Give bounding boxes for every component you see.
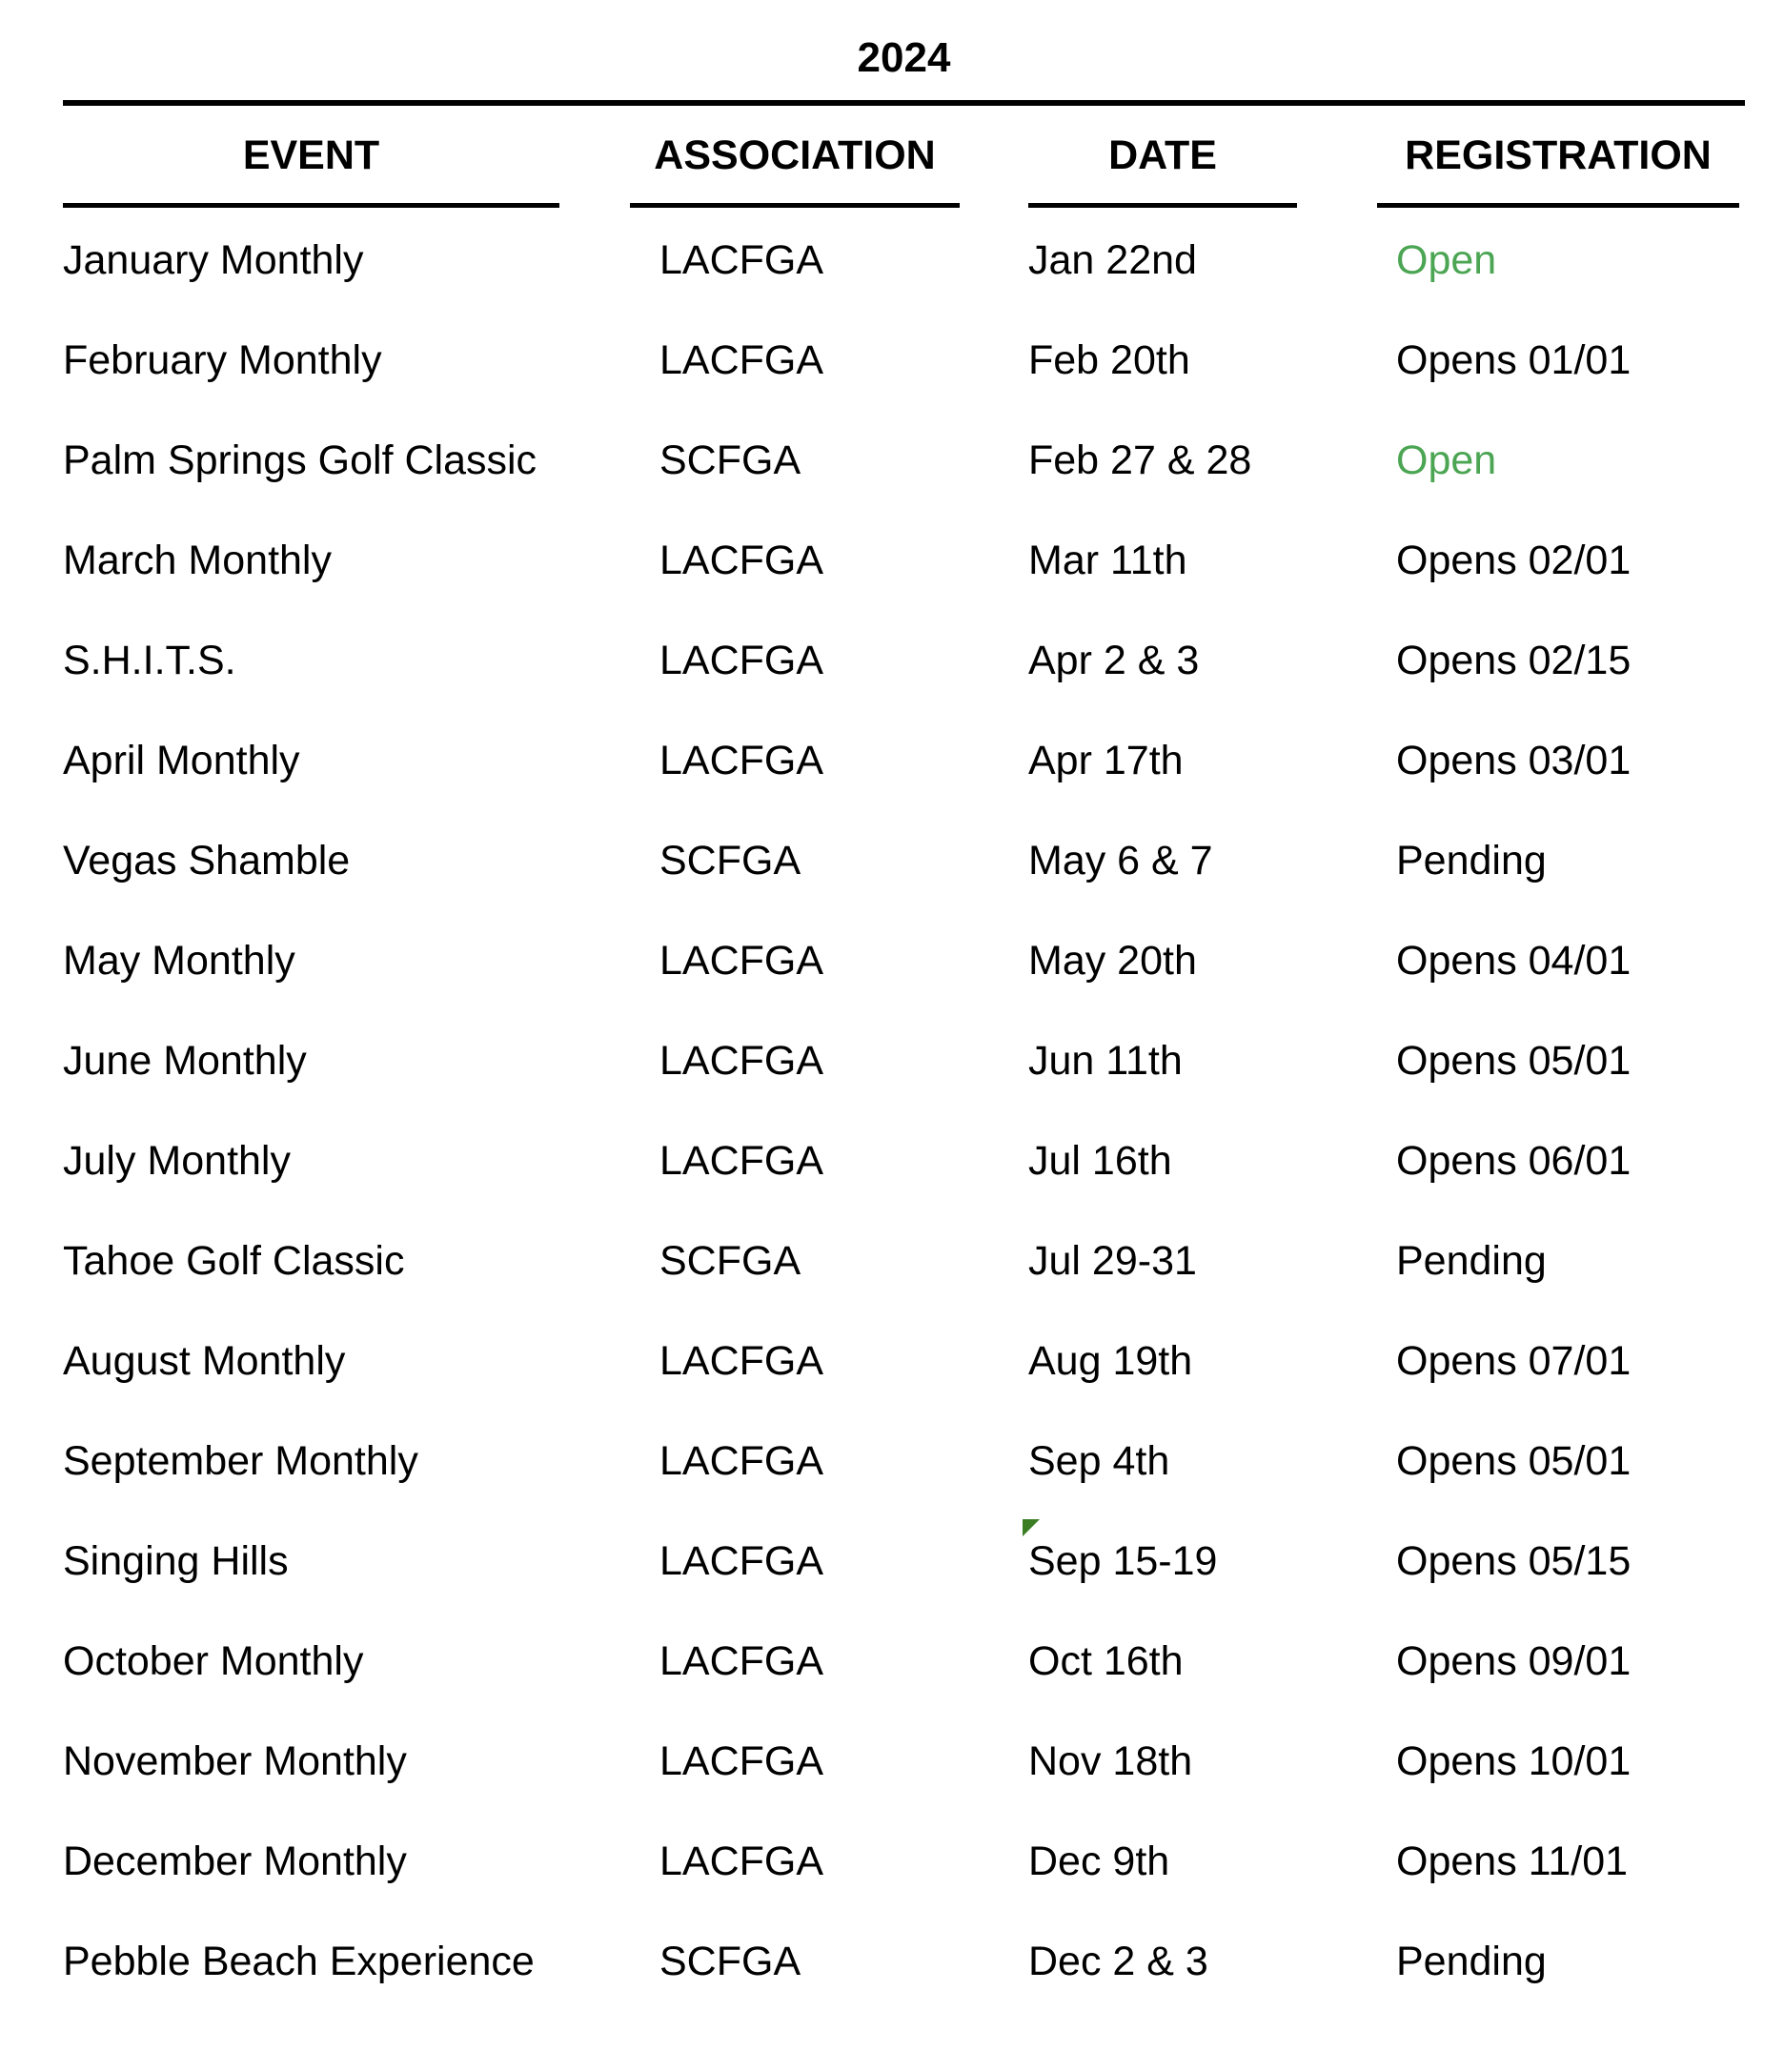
- event-cell-text: November Monthly: [63, 1737, 407, 1784]
- registration-cell-text: Opens 06/01: [1396, 1137, 1632, 1184]
- registration-cell-text: Open: [1396, 437, 1497, 483]
- association-cell: [630, 810, 1028, 910]
- association-cell: [630, 610, 1028, 710]
- table-body: [63, 210, 1745, 2011]
- event-cell-text: October Monthly: [63, 1637, 364, 1684]
- event-cell-text: December Monthly: [63, 1838, 407, 1884]
- registration-cell-text: Open: [1396, 236, 1497, 283]
- date-cell: [1028, 910, 1377, 1010]
- registration-cell-text: Opens 03/01: [1396, 737, 1632, 783]
- association-cell-text: SCFGA: [659, 437, 801, 483]
- date-cell: [1028, 1210, 1377, 1310]
- association-cell: [630, 1611, 1028, 1711]
- registration-cell: [1377, 1411, 1745, 1511]
- registration-cell: [1377, 410, 1745, 510]
- event-cell: [63, 1711, 630, 1811]
- registration-cell: [1377, 1310, 1745, 1411]
- association-cell: [630, 210, 1028, 310]
- registration-cell: [1377, 1010, 1745, 1110]
- association-cell: [630, 1310, 1028, 1411]
- event-cell: [63, 510, 630, 610]
- association-cell-text: LACFGA: [659, 1838, 824, 1884]
- date-cell: [1028, 410, 1377, 510]
- column-underline-date: [1028, 203, 1297, 208]
- column-underline-event: [63, 203, 559, 208]
- registration-cell: [1377, 1210, 1745, 1310]
- association-cell: [630, 510, 1028, 610]
- date-cell-text: Aug 19th: [1028, 1337, 1193, 1384]
- event-cell: [63, 1110, 630, 1210]
- event-cell: [63, 1310, 630, 1411]
- event-cell: [63, 1611, 630, 1711]
- date-cell-text: Sep 4th: [1028, 1437, 1170, 1484]
- event-cell-text: Palm Springs Golf Classic: [63, 437, 537, 483]
- registration-cell-text: Opens 10/01: [1396, 1737, 1632, 1784]
- registration-cell-text: Opens 05/01: [1396, 1037, 1632, 1084]
- registration-cell-text: Opens 11/01: [1396, 1838, 1629, 1884]
- event-cell-text: Singing Hills: [63, 1537, 289, 1584]
- event-cell: [63, 1010, 630, 1110]
- association-cell: [630, 1110, 1028, 1210]
- event-cell-text: July Monthly: [63, 1137, 291, 1184]
- date-cell: [1028, 610, 1377, 710]
- date-cell-text: Oct 16th: [1028, 1637, 1184, 1684]
- association-cell-text: LACFGA: [659, 637, 824, 683]
- date-cell-text: Dec 9th: [1028, 1838, 1170, 1884]
- column-underline-association: [630, 203, 960, 208]
- registration-cell: [1377, 1110, 1745, 1210]
- association-cell: [630, 410, 1028, 510]
- event-cell: [63, 710, 630, 810]
- event-cell: [63, 910, 630, 1010]
- column-underline-registration: [1377, 203, 1739, 208]
- association-cell-text: LACFGA: [659, 1537, 824, 1584]
- date-cell: [1028, 210, 1377, 310]
- date-cell-text: Jul 16th: [1028, 1137, 1172, 1184]
- registration-cell-text: Opens 02/15: [1396, 637, 1632, 683]
- event-cell: [63, 610, 630, 710]
- association-cell-text: LACFGA: [659, 737, 824, 783]
- date-cell: [1028, 1110, 1377, 1210]
- association-cell: [630, 1711, 1028, 1811]
- association-cell: [630, 1210, 1028, 1310]
- registration-cell: [1377, 610, 1745, 710]
- registration-cell: [1377, 810, 1745, 910]
- event-cell: [63, 810, 630, 910]
- event-cell-text: June Monthly: [63, 1037, 307, 1084]
- association-cell-text: LACFGA: [659, 336, 824, 383]
- event-cell: [63, 1210, 630, 1310]
- column-header-date: DATE: [1108, 132, 1217, 178]
- date-cell-text: Apr 2 & 3: [1028, 637, 1200, 683]
- column-header-association: ASSOCIATION: [654, 132, 936, 178]
- registration-cell-text: Opens 09/01: [1396, 1637, 1632, 1684]
- event-cell-text: Tahoe Golf Classic: [63, 1237, 405, 1284]
- association-cell: [630, 710, 1028, 810]
- date-cell: [1028, 1611, 1377, 1711]
- date-cell-text: Mar 11th: [1028, 537, 1187, 583]
- event-cell-text: February Monthly: [63, 336, 382, 383]
- association-cell: [630, 1010, 1028, 1110]
- event-cell: [63, 1411, 630, 1511]
- date-cell-text: Feb 20th: [1028, 336, 1190, 383]
- association-cell-text: SCFGA: [659, 1237, 801, 1284]
- event-cell: [63, 1511, 630, 1611]
- association-cell-text: LACFGA: [659, 1037, 824, 1084]
- association-cell-text: LACFGA: [659, 1737, 824, 1784]
- date-cell: [1028, 310, 1377, 410]
- event-cell-text: Vegas Shamble: [63, 837, 351, 884]
- association-cell-text: LACFGA: [659, 537, 824, 583]
- date-cell-text: Sep 15-19: [1028, 1537, 1218, 1584]
- association-cell-text: SCFGA: [659, 1938, 801, 1984]
- event-cell: [63, 410, 630, 510]
- column-header-registration: REGISTRATION: [1405, 132, 1712, 178]
- event-cell-text: April Monthly: [63, 737, 300, 783]
- association-cell: [630, 310, 1028, 410]
- association-cell: [630, 910, 1028, 1010]
- registration-cell-text: Opens 02/01: [1396, 537, 1632, 583]
- date-cell: [1028, 1511, 1377, 1611]
- date-cell: [1028, 510, 1377, 610]
- date-cell-text: Dec 2 & 3: [1028, 1938, 1208, 1984]
- date-cell: [1028, 1310, 1377, 1411]
- date-cell: [1028, 1711, 1377, 1811]
- date-cell: [1028, 1911, 1377, 2011]
- registration-cell: [1377, 1911, 1745, 2011]
- registration-cell-text: Opens 05/15: [1396, 1537, 1632, 1584]
- registration-cell: [1377, 710, 1745, 810]
- association-cell-text: LACFGA: [659, 1437, 824, 1484]
- registration-cell-text: Pending: [1396, 837, 1547, 884]
- association-cell-text: LACFGA: [659, 937, 824, 984]
- registration-cell: [1377, 310, 1745, 410]
- cell-note-triangle-icon: [1023, 1519, 1040, 1536]
- date-cell: [1028, 710, 1377, 810]
- registration-cell: [1377, 1511, 1745, 1611]
- date-cell: [1028, 1811, 1377, 1911]
- event-cell: [63, 1911, 630, 2011]
- association-cell-text: LACFGA: [659, 1637, 824, 1684]
- date-cell: [1028, 1411, 1377, 1511]
- column-header-event: EVENT: [242, 132, 380, 178]
- date-cell-text: Nov 18th: [1028, 1737, 1193, 1784]
- event-cell: [63, 1811, 630, 1911]
- association-cell: [630, 1911, 1028, 2011]
- association-cell: [630, 1511, 1028, 1611]
- header-divider: [63, 100, 1745, 106]
- event-cell: [63, 210, 630, 310]
- date-cell: [1028, 810, 1377, 910]
- registration-cell: [1377, 1711, 1745, 1811]
- date-cell-text: Jun 11th: [1028, 1037, 1183, 1084]
- date-cell-text: Apr 17th: [1028, 737, 1184, 783]
- association-cell-text: LACFGA: [659, 236, 824, 283]
- association-cell-text: LACFGA: [659, 1137, 824, 1184]
- association-cell: [630, 1811, 1028, 1911]
- registration-cell-text: Opens 07/01: [1396, 1337, 1632, 1384]
- date-cell-text: Jan 22nd: [1028, 236, 1197, 283]
- registration-cell-text: Opens 05/01: [1396, 1437, 1632, 1484]
- registration-cell: [1377, 910, 1745, 1010]
- event-cell-text: September Monthly: [63, 1437, 418, 1484]
- registration-cell: [1377, 210, 1745, 310]
- event-cell-text: S.H.I.T.S.: [63, 637, 236, 683]
- registration-cell: [1377, 1811, 1745, 1911]
- page-title: 2024: [857, 34, 951, 81]
- event-cell-text: May Monthly: [63, 937, 295, 984]
- event-cell: [63, 310, 630, 410]
- date-cell-text: Jul 29-31: [1028, 1237, 1197, 1284]
- association-cell-text: SCFGA: [659, 837, 801, 884]
- registration-cell: [1377, 510, 1745, 610]
- registration-cell: [1377, 1611, 1745, 1711]
- event-cell-text: August Monthly: [63, 1337, 346, 1384]
- date-cell: [1028, 1010, 1377, 1110]
- registration-cell-text: Pending: [1396, 1237, 1547, 1284]
- registration-cell-text: Opens 04/01: [1396, 937, 1632, 984]
- date-cell-text: May 6 & 7: [1028, 837, 1213, 884]
- date-cell-text: May 20th: [1028, 937, 1197, 984]
- event-cell-text: March Monthly: [63, 537, 332, 583]
- association-cell-text: LACFGA: [659, 1337, 824, 1384]
- event-cell-text: Pebble Beach Experience: [63, 1938, 535, 1984]
- association-cell: [630, 1411, 1028, 1511]
- registration-cell-text: Pending: [1396, 1938, 1547, 1984]
- date-cell-text: Feb 27 & 28: [1028, 437, 1252, 483]
- registration-cell-text: Opens 01/01: [1396, 336, 1632, 383]
- event-cell-text: January Monthly: [63, 236, 364, 283]
